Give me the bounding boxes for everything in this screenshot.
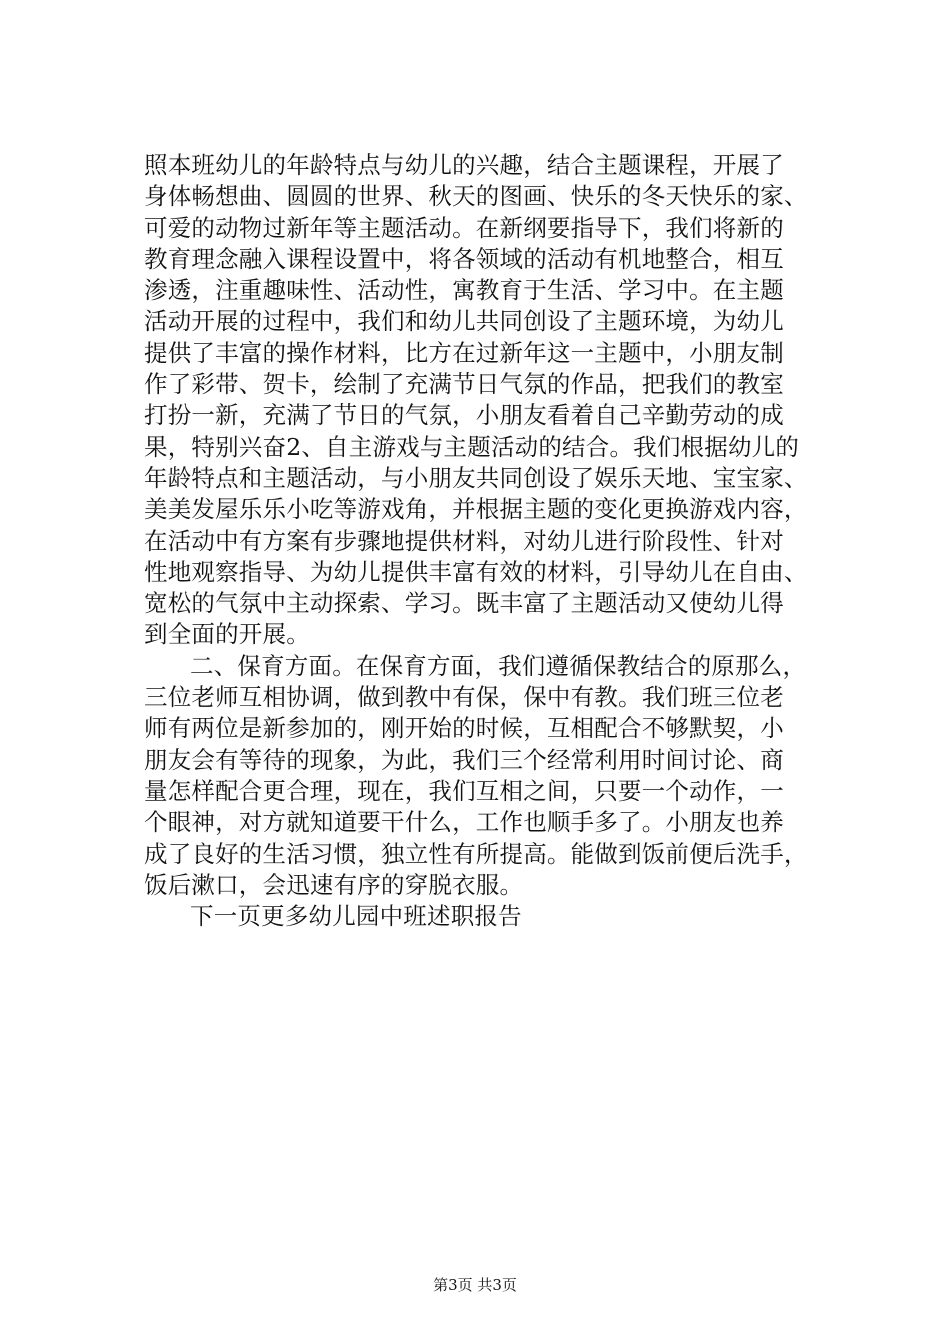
- text-line: 量怎样配合更合理，现在，我们互相之间，只要一个动作，一: [144, 776, 784, 805]
- text-line: 美美发屋乐乐小吃等游戏角，并根据主题的变化更换游戏内容，: [144, 495, 808, 524]
- text-line: 个眼神，对方就知道要干什么，工作也顺手多了。小朋友也养: [144, 808, 784, 837]
- text-line: 果，特别兴奋2、自主游戏与主题活动的结合。我们根据幼儿的: [144, 432, 800, 461]
- text-line: 三位老师互相协调，做到教中有保，保中有教。我们班三位老: [144, 683, 784, 712]
- text-line: 作了彩带、贺卡，绘制了充满节日气氛的作品，把我们的教室: [144, 370, 784, 399]
- text-line: 成了良好的生活习惯，独立性有所提高。能做到饭前便后洗手，: [144, 839, 808, 868]
- text-line: 可爱的动物过新年等主题活动。在新纲要指导下，我们将新的: [144, 213, 784, 242]
- text-line: 性地观察指导、为幼儿提供丰富有效的材料，引导幼儿在自由、: [144, 557, 808, 586]
- text-line: 照本班幼儿的年龄特点与幼儿的兴趣，结合主题课程，开展了: [144, 151, 784, 179]
- text-line: 饭后漱口，会迅速有序的穿脱衣服。: [144, 870, 524, 899]
- text-line: 渗透，注重趣味性、活动性，寓教育于生活、学习中。在主题: [144, 276, 784, 305]
- text-line: 朋友会有等待的现象，为此，我们三个经常利用时间讨论、商: [144, 745, 784, 774]
- next-page-link-text: 下一页更多幼儿园中班述职报告: [190, 902, 522, 931]
- text-line: 教育理念融入课程设置中，将各领域的活动有机地整合，相互: [144, 244, 784, 273]
- text-line: 宽松的气氛中主动探索、学习。既丰富了主题活动又使幼儿得: [144, 589, 784, 618]
- page-number-footer: 第3页 共3页: [433, 1276, 517, 1294]
- text-line: 年龄特点和主题活动，与小朋友共同创设了娱乐天地、宝宝家、: [144, 463, 808, 492]
- text-line: 在活动中有方案有步骤地提供材料，对幼儿进行阶段性、针对: [144, 526, 784, 555]
- text-line: 身体畅想曲、圆圆的世界、秋天的图画、快乐的冬天快乐的家、: [144, 182, 808, 211]
- section-heading-line: 二、保育方面。在保育方面，我们遵循保教结合的原那么，: [190, 651, 807, 680]
- text-line: 打扮一新，充满了节日的气氛，小朋友看着自己辛勤劳动的成: [144, 401, 784, 430]
- text-line: 活动开展的过程中，我们和幼儿共同创设了主题环境，为幼儿: [144, 307, 784, 336]
- document-body: [144, 150, 834, 932]
- text-line: 师有两位是新参加的，刚开始的时候，互相配合不够默契，小: [144, 714, 784, 743]
- text-line: 提供了丰富的操作材料，比方在过新年这一主题中，小朋友制: [144, 338, 784, 367]
- text-line: 到全面的开展。: [144, 620, 310, 649]
